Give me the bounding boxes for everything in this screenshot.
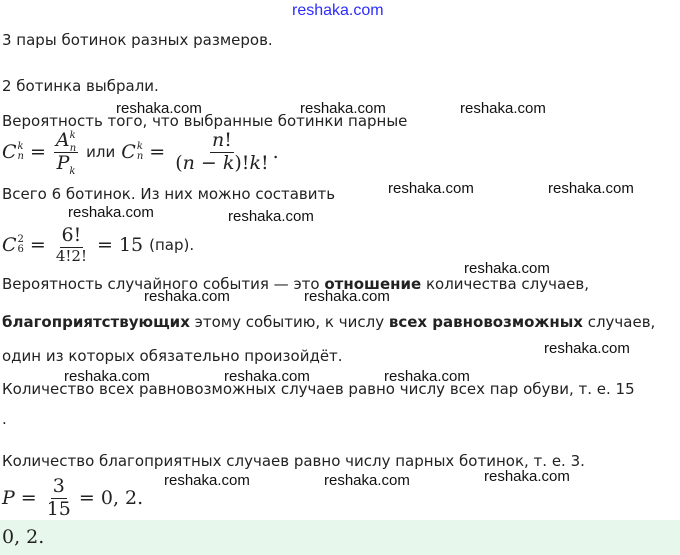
watermark: reshaka.com [460, 100, 546, 117]
watermark: reshaka.com [224, 368, 310, 385]
text-line-1: 3 пары ботинок разных размеров. [2, 31, 273, 49]
watermark: reshaka.com [484, 468, 570, 485]
text-line-8 [2, 313, 655, 331]
text-part: количества случаев, [421, 275, 590, 293]
text-line-11: Количество благоприятных случаев равно числу парных ботинок, т. е. 3. [2, 452, 585, 470]
watermark: reshaka.com [164, 472, 250, 489]
bold-favorable: благоприятствующих [2, 313, 190, 331]
probability-result: = 0, 2. [78, 487, 144, 509]
watermark: reshaka.com [384, 368, 470, 385]
text-line-10-period: . [2, 410, 7, 428]
watermark: reshaka.com [64, 368, 150, 385]
bold-ratio: отношение [324, 275, 422, 293]
watermark: reshaka.com [324, 472, 410, 489]
text-line-9: один из которых обязательно произойдёт. [2, 347, 343, 365]
text-line-3: Вероятность того, что выбранные ботинки парные [2, 112, 408, 130]
text-line-7 [2, 275, 589, 293]
watermark: reshaka.com [464, 260, 550, 277]
watermark: reshaka.com [304, 288, 390, 305]
watermark: reshaka.com [228, 208, 314, 225]
bold-equiprobable: всех равновозможных [388, 313, 583, 331]
text-line-2: 2 ботинка выбрали. [2, 77, 159, 95]
combination-formula: C k n = $\frac{A^k_n}{P_k}$ или C k n = $\frac{n!}{(n - k)!k!}$ . [2, 128, 279, 177]
answer-block [0, 520, 680, 555]
watermark: reshaka.com [388, 180, 474, 197]
watermark: reshaka.com [300, 100, 386, 117]
watermark: reshaka.com [548, 180, 634, 197]
watermark: reshaka.com [544, 340, 630, 357]
text-part: этому событию, к числу [189, 313, 389, 331]
answer-value: 0, 2. [2, 526, 45, 548]
watermark-top: reshaka.com [292, 2, 384, 19]
text-line-5: Всего 6 ботинок. Из них можно составить [2, 185, 336, 203]
c62-formula: C 2 6 = $\frac{6!}{4!2!}$ = 15 (пар). [2, 223, 195, 265]
text-part: Вероятность случайного события — это [2, 275, 325, 293]
or-word: или [86, 143, 116, 161]
text-part: случаев, [582, 313, 656, 331]
pairs-unit: (пар). [149, 236, 195, 254]
watermark: reshaka.com [144, 288, 230, 305]
watermark: reshaka.com [68, 204, 154, 221]
watermark: reshaka.com [116, 100, 202, 117]
probability-formula: P = $\frac{3}{15}$ = 0, 2. [2, 474, 144, 520]
text-line-10: Количество всех равновозможных случаев равно числу всех пар обуви, т. е. 15 [2, 380, 635, 398]
